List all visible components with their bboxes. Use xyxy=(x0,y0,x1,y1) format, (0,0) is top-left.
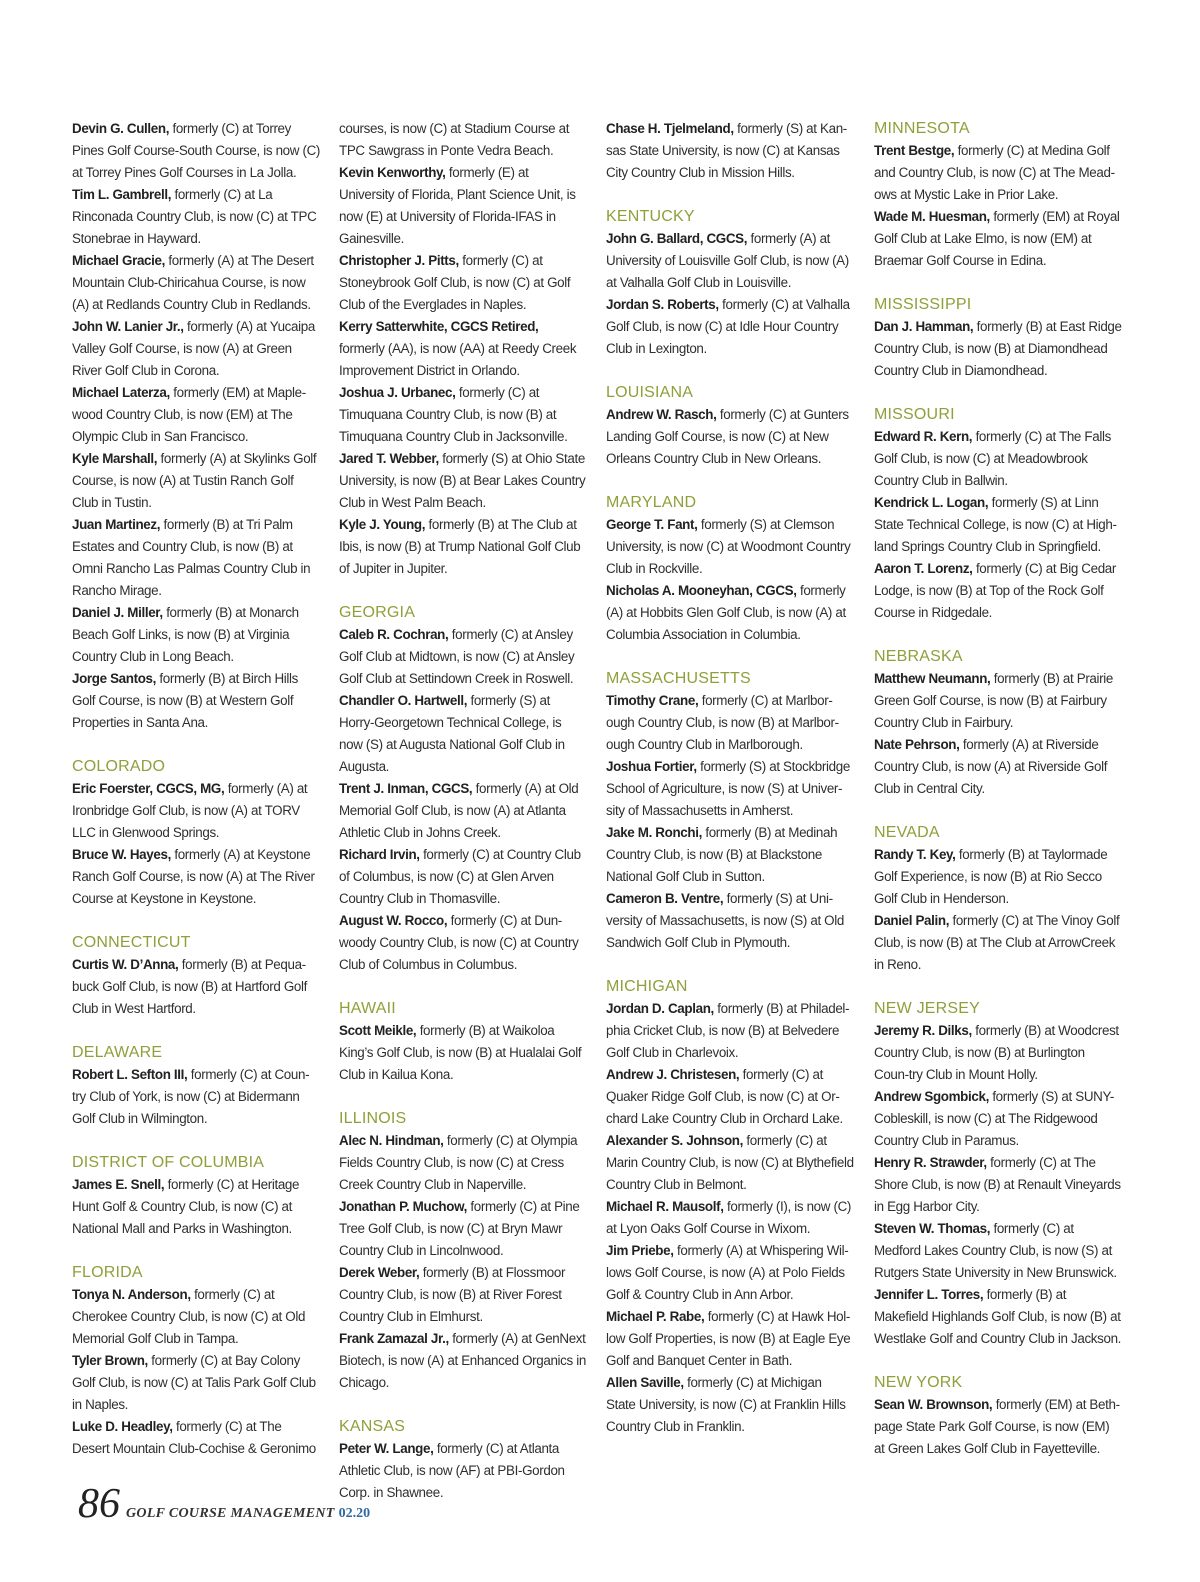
member-name: Peter W. Lange, xyxy=(339,1441,434,1456)
member-details: formerly (C) at Quaker Ridge Golf Club, is now (C) at Or-chard Lake Country Club in Orchard Lake. xyxy=(606,1067,843,1126)
member-details: formerly (B) at Monarch Beach Golf Links, is now (B) at Virginia Country Club in Long Beach. xyxy=(72,605,299,664)
member-name: Cameron B. Ventre, xyxy=(606,891,724,906)
state-section xyxy=(874,822,1122,976)
member-name: Joshua Fortier, xyxy=(606,759,697,774)
state-section xyxy=(874,404,1122,624)
member-details: formerly (A) at Whispering Wil-lows Golf Course, is now (A) at Polo Fields Golf & Country Club in Ann Arbor. xyxy=(606,1243,849,1302)
member-details: formerly (A) at University of Louisville Golf Club, is now (A) at Valhalla Golf Club in Louisville. xyxy=(606,231,849,290)
member-name: Christopher J. Pitts, xyxy=(339,253,459,268)
member-details: formerly (A) at Yucaipa Valley Golf Course, is now (A) at Green River Golf Club in Corona. xyxy=(72,319,315,378)
member-name: Dan J. Hamman, xyxy=(874,319,974,334)
member-name: Henry R. Strawder, xyxy=(874,1155,987,1170)
member-details: formerly (B) at Birch Hills Golf Course, is now (B) at Western Golf Properties in Santa Ana. xyxy=(72,671,298,730)
member-details: formerly (C) at Stoneybrook Golf Club, is now (C) at Golf Club of the Everglades in Naples. xyxy=(339,253,571,312)
member-name: Matthew Neumann, xyxy=(874,671,991,686)
member-name: Jared T. Webber, xyxy=(339,451,439,466)
member-name: Curtis W. D’Anna, xyxy=(72,957,179,972)
member-details: formerly (C) at Timuquana Country Club, is now (B) at Timuquana Country Club in Jacksonville. xyxy=(339,385,568,444)
member-name: Jonathan P. Muchow, xyxy=(339,1199,468,1214)
member-details: formerly (E) at University of Florida, Plant Science Unit, is now (E) at University of Florida-IFAS in Gainesville. xyxy=(339,165,576,246)
member-details: formerly (C) at Dun-woody Country Club, is now (C) at Country Club of Columbus in Columbus. xyxy=(339,913,579,972)
state-heading: MINNESOTA xyxy=(874,120,970,137)
member-entry xyxy=(874,558,1122,624)
member-name: Jeremy R. Dilks, xyxy=(874,1023,972,1038)
member-details: formerly (C) at Medina Golf and Country Club, is now (C) at The Mead-ows at Mystic Lake in Prior Lake. xyxy=(874,143,1115,202)
member-entry xyxy=(72,844,320,910)
member-entry xyxy=(339,514,587,580)
member-details: formerly (A) at Riverside Country Club, is now (A) at Riverside Golf Club in Central City. xyxy=(874,737,1108,796)
member-entry xyxy=(72,954,320,1020)
member-name: Richard Irvin, xyxy=(339,847,420,862)
state-section xyxy=(72,1262,320,1460)
member-name: Tyler Brown, xyxy=(72,1353,148,1368)
state-section xyxy=(72,1152,320,1240)
member-name: Daniel Palin, xyxy=(874,913,950,928)
member-details: formerly (AA), is now (AA) at Reedy Creek Improvement District in Orlando. xyxy=(339,341,577,378)
state-section xyxy=(606,118,854,184)
member-name: Kyle Marshall, xyxy=(72,451,158,466)
member-details: formerly (C) at Torrey Pines Golf Course-South Course, is now (C) at Torrey Pines Golf Courses in La Jolla. xyxy=(72,121,321,180)
text-column xyxy=(874,118,1122,1460)
member-name: Derek Weber, xyxy=(339,1265,420,1280)
member-entry xyxy=(606,822,854,888)
member-name: Luke D. Headley, xyxy=(72,1419,173,1434)
state-section xyxy=(606,382,854,470)
member-entry xyxy=(606,294,854,360)
member-details: formerly (C) at Olympia Fields Country Club, is now (C) at Cress Creek Country Club in Naperville. xyxy=(339,1133,578,1192)
member-details: formerly (EM) at Beth-page State Park Golf Course, is now (EM) at Green Lakes Golf Club in Fayetteville. xyxy=(874,1397,1120,1456)
member-name: August W. Rocco, xyxy=(339,913,448,928)
member-entry xyxy=(606,1306,854,1372)
member-name: Chase H. Tjelmeland, xyxy=(606,121,734,136)
member-name: Randy T. Key, xyxy=(874,847,956,862)
state-section xyxy=(339,118,587,580)
member-name: Andrew Sgombick, xyxy=(874,1089,989,1104)
member-entry xyxy=(72,668,320,734)
member-name: Jake M. Ronchi, xyxy=(606,825,702,840)
member-details: formerly (C) at Valhalla Golf Club, is now (C) at Idle Hour Country Club in Lexington. xyxy=(606,297,850,356)
state-section xyxy=(606,976,854,1438)
member-entry xyxy=(339,844,587,910)
state-section xyxy=(72,1042,320,1130)
member-entry xyxy=(72,316,320,382)
member-entry xyxy=(339,1438,587,1504)
member-name: Alec N. Hindman, xyxy=(339,1133,444,1148)
member-entry xyxy=(72,778,320,844)
member-details: formerly (B) at Tri Palm Estates and Country Club, is now (B) at Omni Rancho Las Palmas Country Club in Rancho Mirage. xyxy=(72,517,311,598)
member-name: Frank Zamazal Jr., xyxy=(339,1331,449,1346)
member-name: George T. Fant, xyxy=(606,517,698,532)
member-entry xyxy=(874,910,1122,976)
member-name: Devin G. Cullen, xyxy=(72,121,170,136)
state-heading: LOUISIANA xyxy=(606,384,694,401)
member-details: formerly (B) at East Ridge Country Club, is now (B) at Diamondhead Country Club in Diamondhead. xyxy=(874,319,1122,378)
member-entry xyxy=(72,448,320,514)
magazine-title: GOLF COURSE MANAGEMENT xyxy=(126,1506,335,1521)
member-entry xyxy=(606,1240,854,1306)
state-heading: ILLINOIS xyxy=(339,1110,407,1127)
member-entry xyxy=(339,690,587,778)
member-name: Aaron T. Lorenz, xyxy=(874,561,973,576)
member-name: Bruce W. Hayes, xyxy=(72,847,171,862)
member-entry xyxy=(874,1218,1122,1284)
member-details: formerly (C) at The Shore Club, is now (B) at Renault Vineyards in Egg Harbor City. xyxy=(874,1155,1121,1214)
member-details: formerly (C) at The Desert Mountain Club-Cochise & Geronimo xyxy=(72,1419,316,1456)
member-name: Jordan D. Caplan, xyxy=(606,1001,714,1016)
member-entry xyxy=(874,316,1122,382)
state-heading: KANSAS xyxy=(339,1418,406,1435)
member-name: Jennifer L. Torres, xyxy=(874,1287,984,1302)
member-entry xyxy=(874,140,1122,206)
member-name: Kyle J. Young, xyxy=(339,517,426,532)
member-entry xyxy=(606,514,854,580)
member-name: Allen Saville, xyxy=(606,1375,684,1390)
member-name: Sean W. Brownson, xyxy=(874,1397,993,1412)
member-details: formerly (C) at Medford Lakes Country Club, is now (S) at Rutgers State University in New Brunswick. xyxy=(874,1221,1117,1280)
member-entry xyxy=(874,668,1122,734)
state-heading: GEORGIA xyxy=(339,604,416,621)
text-column xyxy=(606,118,854,1438)
member-name: Trent Bestge, xyxy=(874,143,955,158)
member-entry xyxy=(874,426,1122,492)
member-details: formerly (S) at Uni-versity of Massachusetts, is now (S) at Old Sandwich Golf Club in Plymouth. xyxy=(606,891,844,950)
member-name: Joshua J. Urbanec, xyxy=(339,385,456,400)
member-entry xyxy=(339,250,587,316)
member-name: Kevin Kenworthy, xyxy=(339,165,446,180)
member-entry xyxy=(339,1196,587,1262)
member-details: formerly (A) at Skylinks Golf Course, is now (A) at Tustin Ranch Golf Club in Tustin. xyxy=(72,451,317,510)
member-details: formerly (C) at La Rinconada Country Club, is now (C) at TPC Stonebrae in Hayward. xyxy=(72,187,317,246)
member-entry xyxy=(72,184,320,250)
member-details: formerly (C) at The Vinoy Golf Club, is now (B) at The Club at ArrowCreek in Reno. xyxy=(874,913,1120,972)
member-entry xyxy=(606,756,854,822)
member-details: formerly (S) at Kan-sas State University, is now (C) at Kansas City Country Club in Mission Hills. xyxy=(606,121,847,180)
text-column xyxy=(72,118,320,1460)
member-details: formerly (S) at Horry-Georgetown Technical College, is now (S) at Augusta National Golf Club in Augusta. xyxy=(339,693,565,774)
state-heading: MARYLAND xyxy=(606,494,697,511)
member-details: formerly (C) at Marlbor-ough Country Club, is now (B) at Marlbor-ough Country Club in Marlborough. xyxy=(606,693,839,752)
member-entry xyxy=(339,118,587,162)
member-details: formerly (B) at Taylormade Golf Experience, is now (B) at Rio Secco Golf Club in Henderson. xyxy=(874,847,1108,906)
member-details: formerly (C) at Ansley Golf Club at Midtown, is now (C) at Ansley Golf Club at Settindown Creek in Roswell. xyxy=(339,627,575,686)
state-section xyxy=(874,998,1122,1350)
member-details: formerly (C) at Pine Tree Golf Club, is now (C) at Bryn Mawr Country Club in Lincolnwood. xyxy=(339,1199,580,1258)
member-entry xyxy=(874,1086,1122,1152)
member-details: formerly (A) at GenNext Biotech, is now (A) at Enhanced Organics in Chicago. xyxy=(339,1331,586,1390)
member-entry xyxy=(339,1328,587,1394)
member-entry xyxy=(339,1262,587,1328)
state-heading: HAWAII xyxy=(339,1000,396,1017)
member-name: Tim L. Gambrell, xyxy=(72,187,172,202)
member-details: formerly (C) at Marin Country Club, is now (C) at Blythefield Country Club in Belmont. xyxy=(606,1133,854,1192)
member-name: Kerry Satterwhite, CGCS Retired, xyxy=(339,319,539,334)
member-details: formerly (B) at Woodcrest Country Club, is now (B) at Burlington Coun-try Club in Mount Holly. xyxy=(874,1023,1119,1082)
member-entry xyxy=(72,514,320,602)
state-section xyxy=(874,1372,1122,1460)
state-section xyxy=(874,646,1122,800)
state-section xyxy=(339,1416,587,1504)
member-name: Trent J. Inman, CGCS, xyxy=(339,781,473,796)
member-name: Kendrick L. Logan, xyxy=(874,495,989,510)
member-entry xyxy=(606,404,854,470)
member-entry xyxy=(606,1372,854,1438)
member-details: formerly (A) at Ironbridge Golf Club, is now (A) at TORV LLC in Glenwood Springs. xyxy=(72,781,308,840)
state-section xyxy=(606,492,854,646)
state-heading: NEW JERSEY xyxy=(874,1000,981,1017)
member-details: formerly (S) at SUNY-Cobleskill, is now (C) at The Ridgewood Country Club in Paramus. xyxy=(874,1089,1114,1148)
member-name: Andrew J. Christesen, xyxy=(606,1067,740,1082)
state-heading: NEBRASKA xyxy=(874,648,963,665)
member-name: Timothy Crane, xyxy=(606,693,699,708)
member-name: Robert L. Sefton III, xyxy=(72,1067,188,1082)
member-name: Daniel J. Miller, xyxy=(72,605,163,620)
member-name: Jim Priebe, xyxy=(606,1243,674,1258)
member-entry xyxy=(606,580,854,646)
member-entry xyxy=(339,382,587,448)
member-details: formerly (B) at Medinah Country Club, is now (B) at Blackstone National Golf Club in Sutton. xyxy=(606,825,838,884)
member-name: Edward R. Kern, xyxy=(874,429,973,444)
member-entry xyxy=(72,1284,320,1350)
state-heading: NEVADA xyxy=(874,824,940,841)
state-section xyxy=(72,118,320,734)
member-entry xyxy=(874,1394,1122,1460)
member-entry xyxy=(339,162,587,250)
member-entry xyxy=(339,910,587,976)
member-details: formerly (B) at Philadel-phia Cricket Club, is now (B) at Belvedere Golf Club in Charlevoix. xyxy=(606,1001,850,1060)
issue-date: 02.20 xyxy=(338,1506,371,1521)
member-details: formerly (A) at The Desert Mountain Club-Chiricahua Course, is now (A) at Redlands Country Club in Redlands. xyxy=(72,253,314,312)
state-heading: MISSISSIPPI xyxy=(874,296,972,313)
member-entry xyxy=(339,1130,587,1196)
member-entry xyxy=(874,492,1122,558)
state-heading: COLORADO xyxy=(72,758,166,775)
member-name: Michael P. Rabe, xyxy=(606,1309,705,1324)
member-name: Michael Laterza, xyxy=(72,385,170,400)
member-entry xyxy=(874,1152,1122,1218)
state-section xyxy=(874,118,1122,272)
member-name: Jorge Santos, xyxy=(72,671,156,686)
member-entry xyxy=(606,1064,854,1130)
member-details: formerly (C) at Gunters Landing Golf Course, is now (C) at New Orleans Country Club in New Orleans. xyxy=(606,407,849,466)
member-details: formerly (C) at Coun-try Club of York, is now (C) at Bidermann Golf Club in Wilmington. xyxy=(72,1067,310,1126)
state-section xyxy=(606,668,854,954)
member-entry xyxy=(339,448,587,514)
member-name: Nicholas A. Mooneyhan, CGCS, xyxy=(606,583,797,598)
member-entry xyxy=(606,228,854,294)
member-entry xyxy=(72,1350,320,1416)
state-heading: MISSOURI xyxy=(874,406,955,423)
state-heading: CONNECTICUT xyxy=(72,934,191,951)
member-entry xyxy=(606,1130,854,1196)
member-details: formerly (C) at Bay Colony Golf Club, is now (C) at Talis Park Golf Club in Naples. xyxy=(72,1353,316,1412)
state-heading: NEW YORK xyxy=(874,1374,963,1391)
state-heading: MASSACHUSETTS xyxy=(606,670,751,687)
member-name: Nate Pehrson, xyxy=(874,737,960,752)
member-entry xyxy=(339,624,587,690)
member-details: formerly (C) at Hawk Hol-low Golf Properties, is now (B) at Eagle Eye Golf and Banquet Center in Bath. xyxy=(606,1309,851,1368)
member-name: Eric Foerster, CGCS, MG, xyxy=(72,781,225,796)
state-section xyxy=(606,206,854,360)
member-entry xyxy=(874,734,1122,800)
member-name: James E. Snell, xyxy=(72,1177,165,1192)
member-details: formerly (S) at Linn State Technical College, is now (C) at High-land Springs Country Club in Springfield. xyxy=(874,495,1117,554)
state-heading: DISTRICT OF COLUMBIA xyxy=(72,1154,265,1171)
member-entry xyxy=(72,1174,320,1240)
member-name: Michael R. Mausolf, xyxy=(606,1199,724,1214)
member-name: Tonya N. Anderson, xyxy=(72,1287,191,1302)
member-details: formerly (C) at Heritage Hunt Golf & Country Club, is now (C) at National Mall and Parks in Washington. xyxy=(72,1177,300,1236)
member-name: Andrew W. Rasch, xyxy=(606,407,717,422)
state-section xyxy=(339,602,587,976)
member-entry xyxy=(72,1064,320,1130)
member-name: Jordan S. Roberts, xyxy=(606,297,719,312)
member-entry xyxy=(339,778,587,844)
member-details: formerly (EM) at Maple-wood Country Club, is now (EM) at The Olympic Club in San Francisco. xyxy=(72,385,306,444)
member-name: Juan Martinez, xyxy=(72,517,161,532)
member-details: formerly (B) at Makefield Highlands Golf Club, is now (B) at Westlake Golf and Country Club in Jackson. xyxy=(874,1287,1122,1346)
state-section xyxy=(72,932,320,1020)
member-entry xyxy=(874,1020,1122,1086)
member-details: formerly (A) at Hobbits Glen Golf Club, is now (A) at Columbia Association in Columbia. xyxy=(606,583,846,642)
member-entry xyxy=(606,118,854,184)
state-heading: MICHIGAN xyxy=(606,978,688,995)
member-entry xyxy=(72,1416,320,1460)
page-footer xyxy=(78,1480,370,1540)
state-section xyxy=(339,1108,587,1394)
member-name: Steven W. Thomas, xyxy=(874,1221,991,1236)
member-entry xyxy=(72,250,320,316)
text-column xyxy=(339,118,587,1504)
state-heading: FLORIDA xyxy=(72,1264,143,1281)
member-name: Wade M. Huesman, xyxy=(874,209,990,224)
member-details: courses, is now (C) at Stadium Course at TPC Sawgrass in Ponte Vedra Beach. xyxy=(339,121,570,158)
member-entry xyxy=(339,316,587,382)
member-details: formerly (C) at Country Club of Columbus, is now (C) at Glen Arven Country Club in Thomasville. xyxy=(339,847,581,906)
member-entry xyxy=(606,888,854,954)
member-entry xyxy=(874,1284,1122,1350)
member-details: formerly (S) at Clemson University, is now (C) at Woodmont Country Club in Rockville. xyxy=(606,517,851,576)
state-heading: KENTUCKY xyxy=(606,208,695,225)
member-details: formerly (I), is now (C) at Lyon Oaks Golf Course in Wixom. xyxy=(606,1199,852,1236)
member-entry xyxy=(606,1196,854,1240)
state-section xyxy=(874,294,1122,382)
member-entry xyxy=(606,998,854,1064)
state-heading: DELAWARE xyxy=(72,1044,163,1061)
member-name: Michael Gracie, xyxy=(72,253,165,268)
member-details: formerly (B) at Prairie Green Golf Course, is now (B) at Fairbury Country Club in Fairbury. xyxy=(874,671,1113,730)
member-entry xyxy=(874,206,1122,272)
member-details: formerly (S) at Ohio State University, is now (B) at Bear Lakes Country Club in West Palm Beach. xyxy=(339,451,586,510)
member-name: Chandler O. Hartwell, xyxy=(339,693,468,708)
member-details: formerly (B) at The Club at Ibis, is now (B) at Trump National Golf Club of Jupiter in Jupiter. xyxy=(339,517,581,576)
member-details: formerly (C) at Big Cedar Lodge, is now (B) at Top of the Rock Golf Course in Ridgedale. xyxy=(874,561,1117,620)
state-section xyxy=(339,998,587,1086)
member-entry xyxy=(874,844,1122,910)
member-name: Alexander S. Johnson, xyxy=(606,1133,744,1148)
member-details: formerly (B) at Waikoloa King’s Golf Club, is now (B) at Hualalai Golf Club in Kailua Kona. xyxy=(339,1023,582,1082)
member-details: formerly (S) at Stockbridge School of Agriculture, is now (S) at Univer-sity of Massachusetts in Amherst. xyxy=(606,759,850,818)
member-details: formerly (EM) at Royal Golf Club at Lake Elmo, is now (EM) at Braemar Golf Course in Edina. xyxy=(874,209,1120,268)
member-entry xyxy=(606,690,854,756)
member-name: John G. Ballard, CGCS, xyxy=(606,231,748,246)
member-entry xyxy=(72,118,320,184)
member-details: formerly (C) at Atlanta Athletic Club, is now (AF) at PBI-Gordon Corp. in Shawnee. xyxy=(339,1441,565,1500)
member-name: Scott Meikle, xyxy=(339,1023,417,1038)
member-details: formerly (A) at Keystone Ranch Golf Course, is now (A) at The River Course at Keystone in Keystone. xyxy=(72,847,315,906)
member-name: John W. Lanier Jr., xyxy=(72,319,184,334)
member-details: formerly (A) at Old Memorial Golf Club, is now (A) at Atlanta Athletic Club in Johns Creek. xyxy=(339,781,579,840)
member-entry xyxy=(72,602,320,668)
member-details: formerly (C) at Cherokee Country Club, is now (C) at Old Memorial Golf Club in Tampa. xyxy=(72,1287,306,1346)
page-number: 86 xyxy=(78,1481,120,1527)
member-entry xyxy=(72,382,320,448)
member-name: Caleb R. Cochran, xyxy=(339,627,449,642)
member-details: formerly (C) at The Falls Golf Club, is now (C) at Meadowbrook Country Club in Ballwin. xyxy=(874,429,1111,488)
member-details: formerly (C) at Michigan State University, is now (C) at Franklin Hills Country Club in Franklin. xyxy=(606,1375,846,1434)
member-entry xyxy=(339,1020,587,1086)
member-details: formerly (B) at Pequa-buck Golf Club, is now (B) at Hartford Golf Club in West Hartford. xyxy=(72,957,307,1016)
member-details: formerly (B) at Flossmoor Country Club, is now (B) at River Forest Country Club in Elmhurst. xyxy=(339,1265,566,1324)
state-section xyxy=(72,756,320,910)
